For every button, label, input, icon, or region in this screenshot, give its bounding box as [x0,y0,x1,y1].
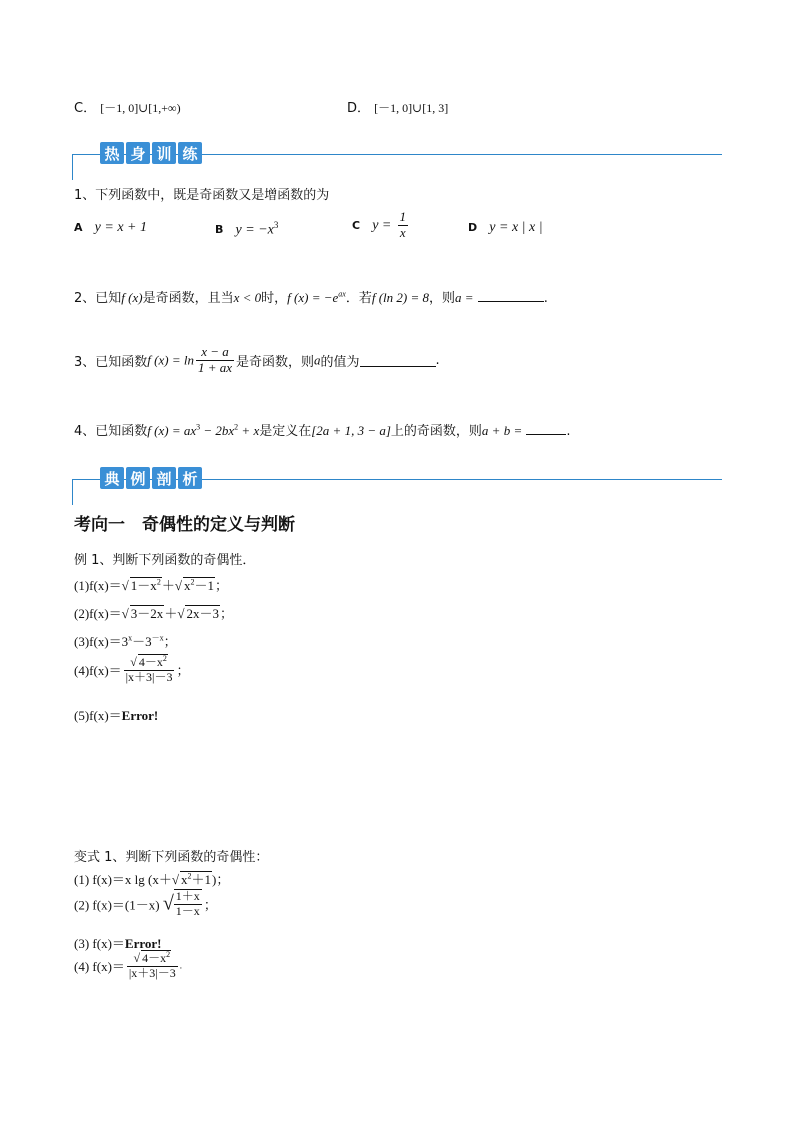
header-tick [72,154,73,180]
q3-math: a [314,352,321,368]
item-end: ； [203,897,217,913]
section-title: 考向一 奇偶性的定义与判断 [74,515,295,535]
fraction [398,210,409,241]
radical-sign: √ [162,892,174,915]
example-1-item-5 [74,705,158,724]
item-end: . [179,960,182,971]
item-prefix: (1) f(x)＝x lg (x＋ [74,872,172,887]
q4-math: + x [238,423,260,438]
q4-math: − 2bx [200,423,235,438]
denominator: |x＋3|－3 [125,669,173,684]
variant-1-title: 变式 1、判断下列函数的奇偶性： [74,850,269,865]
radicand: 4－x [138,655,163,669]
question-3 [74,345,440,376]
exponent: －x [151,633,164,643]
q4-end: . [566,424,571,439]
q1-option-a [74,220,147,236]
radicand: ＋1 [191,872,211,887]
option-letter: B [215,223,224,237]
radicand: 2x－3 [186,606,219,621]
item-prefix: (2)f(x)＝ [74,606,122,621]
example-1-item-4 [74,654,189,685]
option-d-value: [－1, 0]∪[1, 3] [374,101,449,115]
variant-1-item-2 [74,889,217,919]
q2-math: f (x) = −e [287,290,339,305]
question-1-text: 1、下列函数中，既是奇函数又是增函数的为 [74,188,330,203]
q2-text: 时， [261,291,288,306]
example-1-title: 例 1、判断下列函数的奇偶性． [74,553,256,568]
numerator: √ $4-x^2$ [127,950,178,967]
item-end: ； [176,662,190,678]
examples-header [72,467,722,507]
exponent: 2 [166,950,171,959]
radicand: 3－2x [130,606,164,621]
radicand: 1－x [130,578,157,593]
option-expr: y = x + 1 [94,220,147,235]
error-text: Error! [121,708,159,723]
option-letter: A [74,221,83,234]
header-char: 热 [100,142,124,164]
radicand: －1 [194,578,214,593]
base: －3 [132,634,152,649]
option-expr: y = [372,217,392,233]
operator: ＋ [161,578,175,593]
q3-fraction [196,345,234,376]
example-1-item-2: (2)f(x)＝√ 3－2x＋√ 2x－3； [74,606,233,621]
header-char: 练 [178,142,202,164]
base: 3 [121,634,129,649]
fraction [124,654,175,685]
q4-math: f (x) = ax [147,423,197,438]
denominator: 1 + ax [197,359,233,375]
q2-text: 2、已知 [74,291,122,306]
q2-math: a = [455,290,474,305]
question-4 [74,420,571,439]
item-prefix: (1)f(x)＝ [74,578,122,593]
radical [180,871,212,887]
warmup-header [72,142,722,182]
fraction [127,950,178,981]
q2-exponent: ax [338,289,346,299]
option-exponent: 3 [273,220,279,230]
header-tick [72,479,73,505]
q3-text: 是奇函数，则 [236,354,315,370]
denominator: |x＋3|－3 [128,965,176,980]
q3-text: 的值为 [320,354,360,370]
q2-math: f (x) [121,290,143,305]
q2-math: x < 0 [233,290,262,305]
q4-math: a + b = [481,423,523,438]
q2-text: ．若 [345,291,372,306]
header-char: 剖 [152,467,176,489]
q4-exp: 2 [234,422,239,432]
q3-end: . [435,352,440,368]
q2-end: . [543,291,548,306]
error-text: Error! [124,936,162,951]
q3-math: f (x) = ln [147,352,194,368]
option-d-label: D． [347,101,371,116]
option-expr: y = −x [235,222,274,238]
denominator: x [399,224,406,240]
answer-blank[interactable] [478,289,544,302]
radical [130,577,162,593]
item-prefix: (2) f(x)＝(1－x) [74,897,160,913]
option-c-row [74,97,181,116]
q4-text: 4、已知函数 [74,424,148,439]
exponent: 2 [156,577,161,587]
q2-text: 是奇函数，且当 [142,291,234,306]
header-char: 析 [178,467,202,489]
numerator: x − a [196,345,234,361]
numerator: √ $4-x^2$ [124,654,175,671]
answer-blank[interactable] [360,354,436,367]
operator: ＋ [164,606,178,621]
header-char: 例 [126,467,150,489]
option-expr: y = x | x | [489,220,543,235]
item-prefix: (4)f(x)＝ [74,662,122,678]
q4-text: 上的奇函数，则 [390,424,482,439]
header-char: 身 [126,142,150,164]
denominator: 1－x [175,903,200,918]
radicand: x [180,872,188,887]
example-1-item-3 [74,631,177,650]
item-prefix: (5)f(x)＝ [74,708,122,723]
item-end: ； [163,634,177,649]
numerator: 1＋x [175,889,200,903]
exponent: 2 [190,577,195,587]
item-end: ； [219,606,233,621]
example-1-item-1: (1)f(x)＝√ $1-x^2+√$ $x^2-1$； [74,577,228,593]
radical [183,577,215,593]
q1-option-b [215,220,278,238]
radicand: 4－x [142,951,167,965]
header-char: 典 [100,467,124,489]
radical [138,654,168,669]
q1-option-d [468,220,543,236]
item-prefix: (4) f(x)＝ [74,958,125,974]
q4-text: 是定义在 [259,424,312,439]
exponent: x [128,633,133,643]
fraction [174,889,202,919]
q4-exp: 3 [196,422,201,432]
q4-interval: [2a + 1, 3 − a] [311,423,391,438]
q1-option-c [352,210,410,241]
q2-text: ，则 [429,291,456,306]
radicand: x [183,578,191,593]
item-end: )； [212,872,230,887]
answer-blank[interactable] [526,422,566,435]
exponent: 2 [162,654,167,663]
q3-text: 3、已知函数 [74,354,148,370]
option-c-label: C． [74,101,97,116]
exponent: 2 [187,871,192,881]
item-prefix: (3) f(x)＝ [74,936,125,951]
header-char: 训 [152,142,176,164]
warmup-header-chars [100,142,202,164]
item-end: ； [214,578,228,593]
question-2 [74,287,548,306]
q2-math: f (ln 2) = 8 [371,290,429,305]
option-letter: D [468,221,478,234]
option-letter: C [352,218,361,232]
option-c-value: [－1, 0]∪[1,+∞) [100,101,181,115]
radical [141,950,171,965]
variant-1-item-4 [74,950,182,981]
variant-1-item-1: (1) f(x)＝x lg (x＋√ $x^2+1$)； [74,871,230,887]
examples-header-chars [100,467,202,489]
numerator: 1 [399,209,407,224]
item-prefix: (3)f(x)＝ [74,634,122,649]
option-d-row [347,97,448,116]
